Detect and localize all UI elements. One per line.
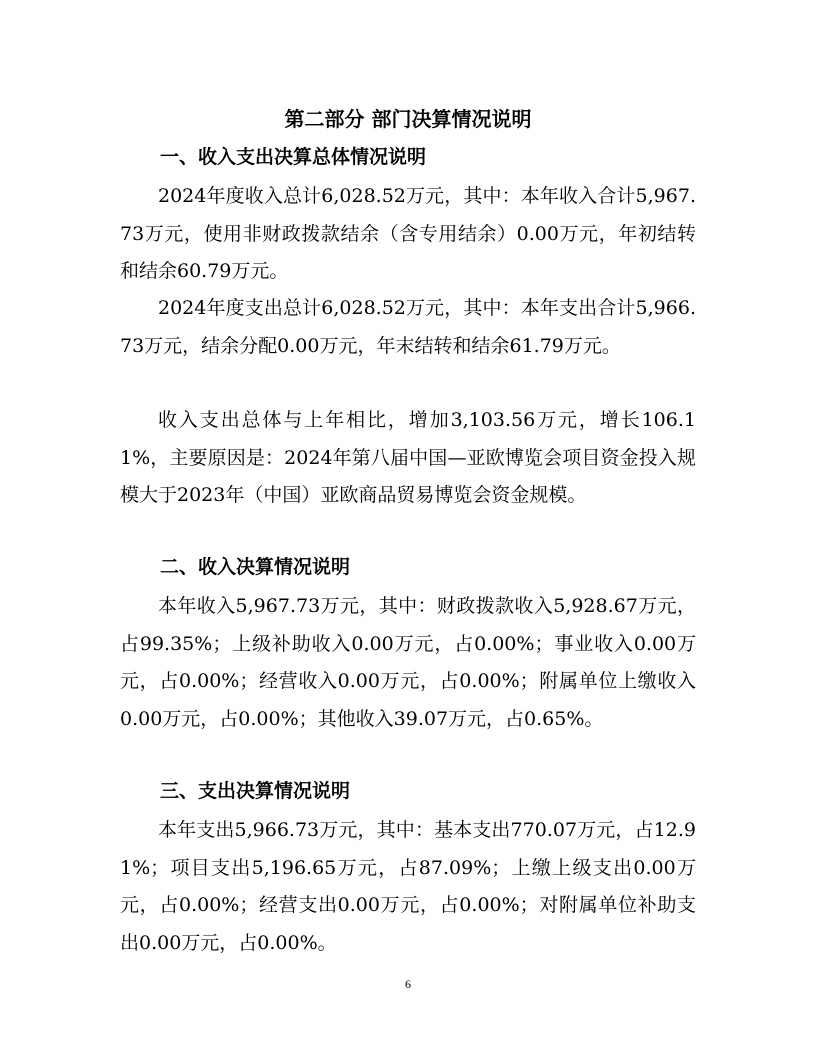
page-number: 6 [405, 977, 411, 991]
section-heading-expenditure: 三、支出决算情况说明 [160, 780, 351, 802]
section-heading-overall: 一、收入支出决算总体情况说明 [160, 146, 427, 168]
paragraph-total-expenditure: 2024年度支出总计6,028.52万元，其中：本年支出合计5,966.73万元，结余分配0.00万元，年末结转和结余61.79万元。 [120, 297, 696, 357]
section-heading-income: 二、收入决算情况说明 [160, 556, 351, 578]
part-title: 第二部分 部门决算情况说明 [284, 107, 532, 131]
paragraph-income-detail: 本年收入5,967.73万元，其中：财政拨款收入5,928.67万元，占99.35%；上级补助收入0.00万元，占0.00%；事业收入0.00万元，占0.00%；经营收入0.00万元，占0.00%；附属单位上缴收入0.00万元，占0.00%；其他收入39.07万元，占0.65%。 [120, 595, 696, 730]
paragraph-expenditure-detail: 本年支出5,966.73万元，其中：基本支出770.07万元，占12.91%；项目支出5,196.65万元，占87.09%；上缴上级支出0.00万元，占0.00%；经营支出0.00万元，占0.00%；对附属单位补助支出0.00万元，占0.00%。 [120, 819, 696, 954]
paragraph-total-income: 2024年度收入总计6,028.52万元，其中：本年收入合计5,967.73万元，使用非财政拨款结余（含专用结余）0.00万元，年初结转和结余60.79万元。 [120, 185, 696, 282]
paragraph-year-over-year: 收入支出总体与上年相比，增加3,103.56万元，增长106.11%，主要原因是：2024年第八届中国—亚欧博览会项目资金投入规模大于2023年（中国）亚欧商品贸易博览会资金规模。 [120, 409, 696, 506]
